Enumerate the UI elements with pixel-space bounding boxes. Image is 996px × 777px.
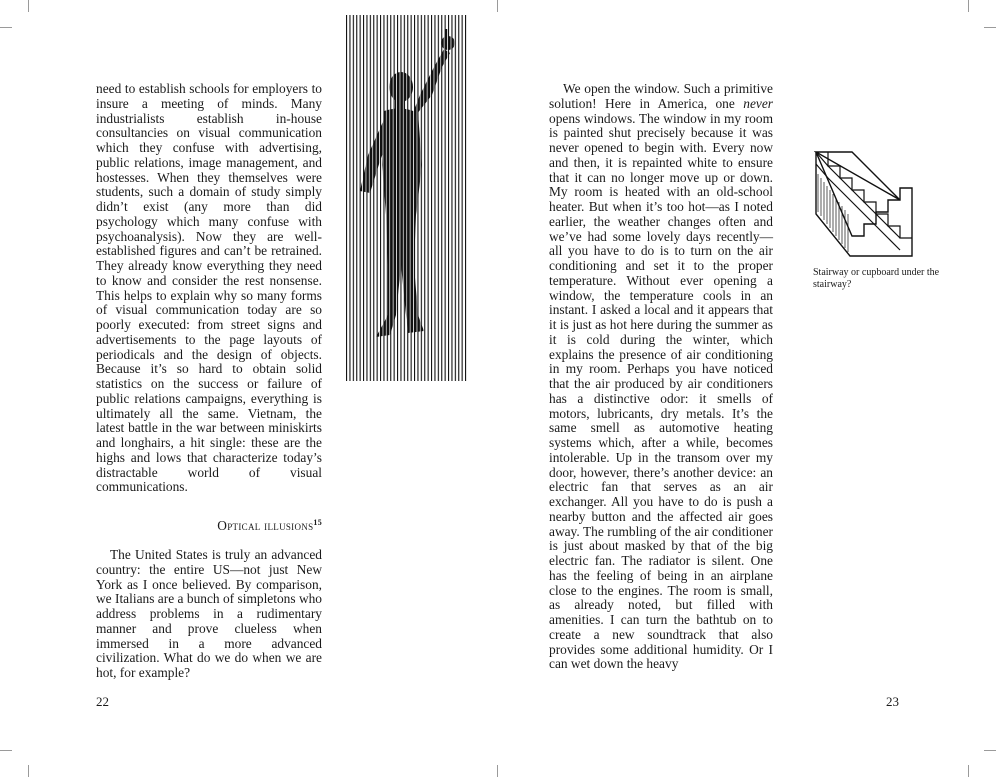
crop-mark xyxy=(984,27,996,28)
left-body-text-2 xyxy=(96,548,322,681)
paragraph-start: We open the window. Such a primitive solution! Here in America, one xyxy=(549,81,773,111)
crop-mark xyxy=(984,750,996,751)
crop-mark xyxy=(968,0,969,12)
page-number: 22 xyxy=(96,694,109,709)
paragraph xyxy=(549,82,773,672)
crop-mark xyxy=(0,27,12,28)
figure-caption: Stairway or cupboard under the stairway? xyxy=(813,267,940,290)
right-body-text xyxy=(549,82,773,672)
crop-mark xyxy=(968,765,969,777)
right-page xyxy=(498,0,996,777)
footnote-marker: 15 xyxy=(313,518,322,527)
staircase-illusion-illustration xyxy=(814,148,914,260)
crop-mark xyxy=(28,0,29,12)
heading-text: Optical illusions xyxy=(217,518,314,533)
page-number: 23 xyxy=(886,694,899,709)
striped-figure-illustration xyxy=(346,15,468,381)
paragraph: need to establish schools for employers to insure a meeting of minds. Many industrialists establish in-house consultancies on visual communication which they confuse with advertising, public relations, image management, and hostesses. When they themselves were students, such a domain of study simply didn’t exist (any more than did psychology which many confuse with psychoanalysis). Now they are well-established figures and can’t be retrained. They already know everything they need to know and consider the rest nonsense. This helps to explain why so many forms of visual communication today are so poorly executed: from street signs and advertisements to the page layouts of periodicals and the design of objects. Because it’s so hard to obtain solid statistics on the success or failure of public relations campaigns, everything is ultimately all the same. Vietnam, the latest battle in the war between miniskirts and longhairs, a hit single: these are the highs and lows that characterize today’s distractable world of visual communications. xyxy=(96,81,322,495)
paragraph-rest: opens windows. The window in my room is painted shut precisely because it was never opened to begin with. Every now and then, it is repainted white to ensure that it can no longer move up or down. My room is heated with an old-school heater. But when it’s too hot—as I noted earlier, the weather changes often and we’ve had some lovely days recently—all you have to do is to turn on the air conditioning and set it to the proper temperature. Without ever opening a window, the temperature cools in an instant. I asked a local and it appears that it is just as hot here during the summer as it is cold during the winter, which explains the presence of air conditioning in my room. Perhaps you have noticed that the air produced by air conditioners has a distinctive odor: it smells of motors, lubricants, dry metals. It’s the same smell as automotive heating systems which, after a while, becomes intolerable. Up in the transom over my door, however, there’s another device: an electric fan that serves as an air exchanger. All you have to do is push a nearby button and the affected air goes away. The rumbling of the air conditioner is just about masked by that of the big electric fan. The radiator is silent. One has the feeling of being in an airplane close to the engines. The room is small, as already noted, but filled with amenities. I can turn the bathtub on to create a new soundtrack that also provides some additional humidity. Or I can wet down the heavy xyxy=(549,110,773,672)
crop-mark xyxy=(28,765,29,777)
section-heading xyxy=(96,518,322,534)
left-body-text xyxy=(96,82,322,495)
emphasis: never xyxy=(743,95,773,111)
crop-mark xyxy=(0,750,12,751)
paragraph: The United States is truly an advanced country: the entire US—not just New York as I once believed. By comparison, we Italians are a bunch of simpletons who address problems in a rudimentary manner and prove clueless when immersed in a more advanced civilization. What do we do when we are hot, for example? xyxy=(96,547,322,680)
